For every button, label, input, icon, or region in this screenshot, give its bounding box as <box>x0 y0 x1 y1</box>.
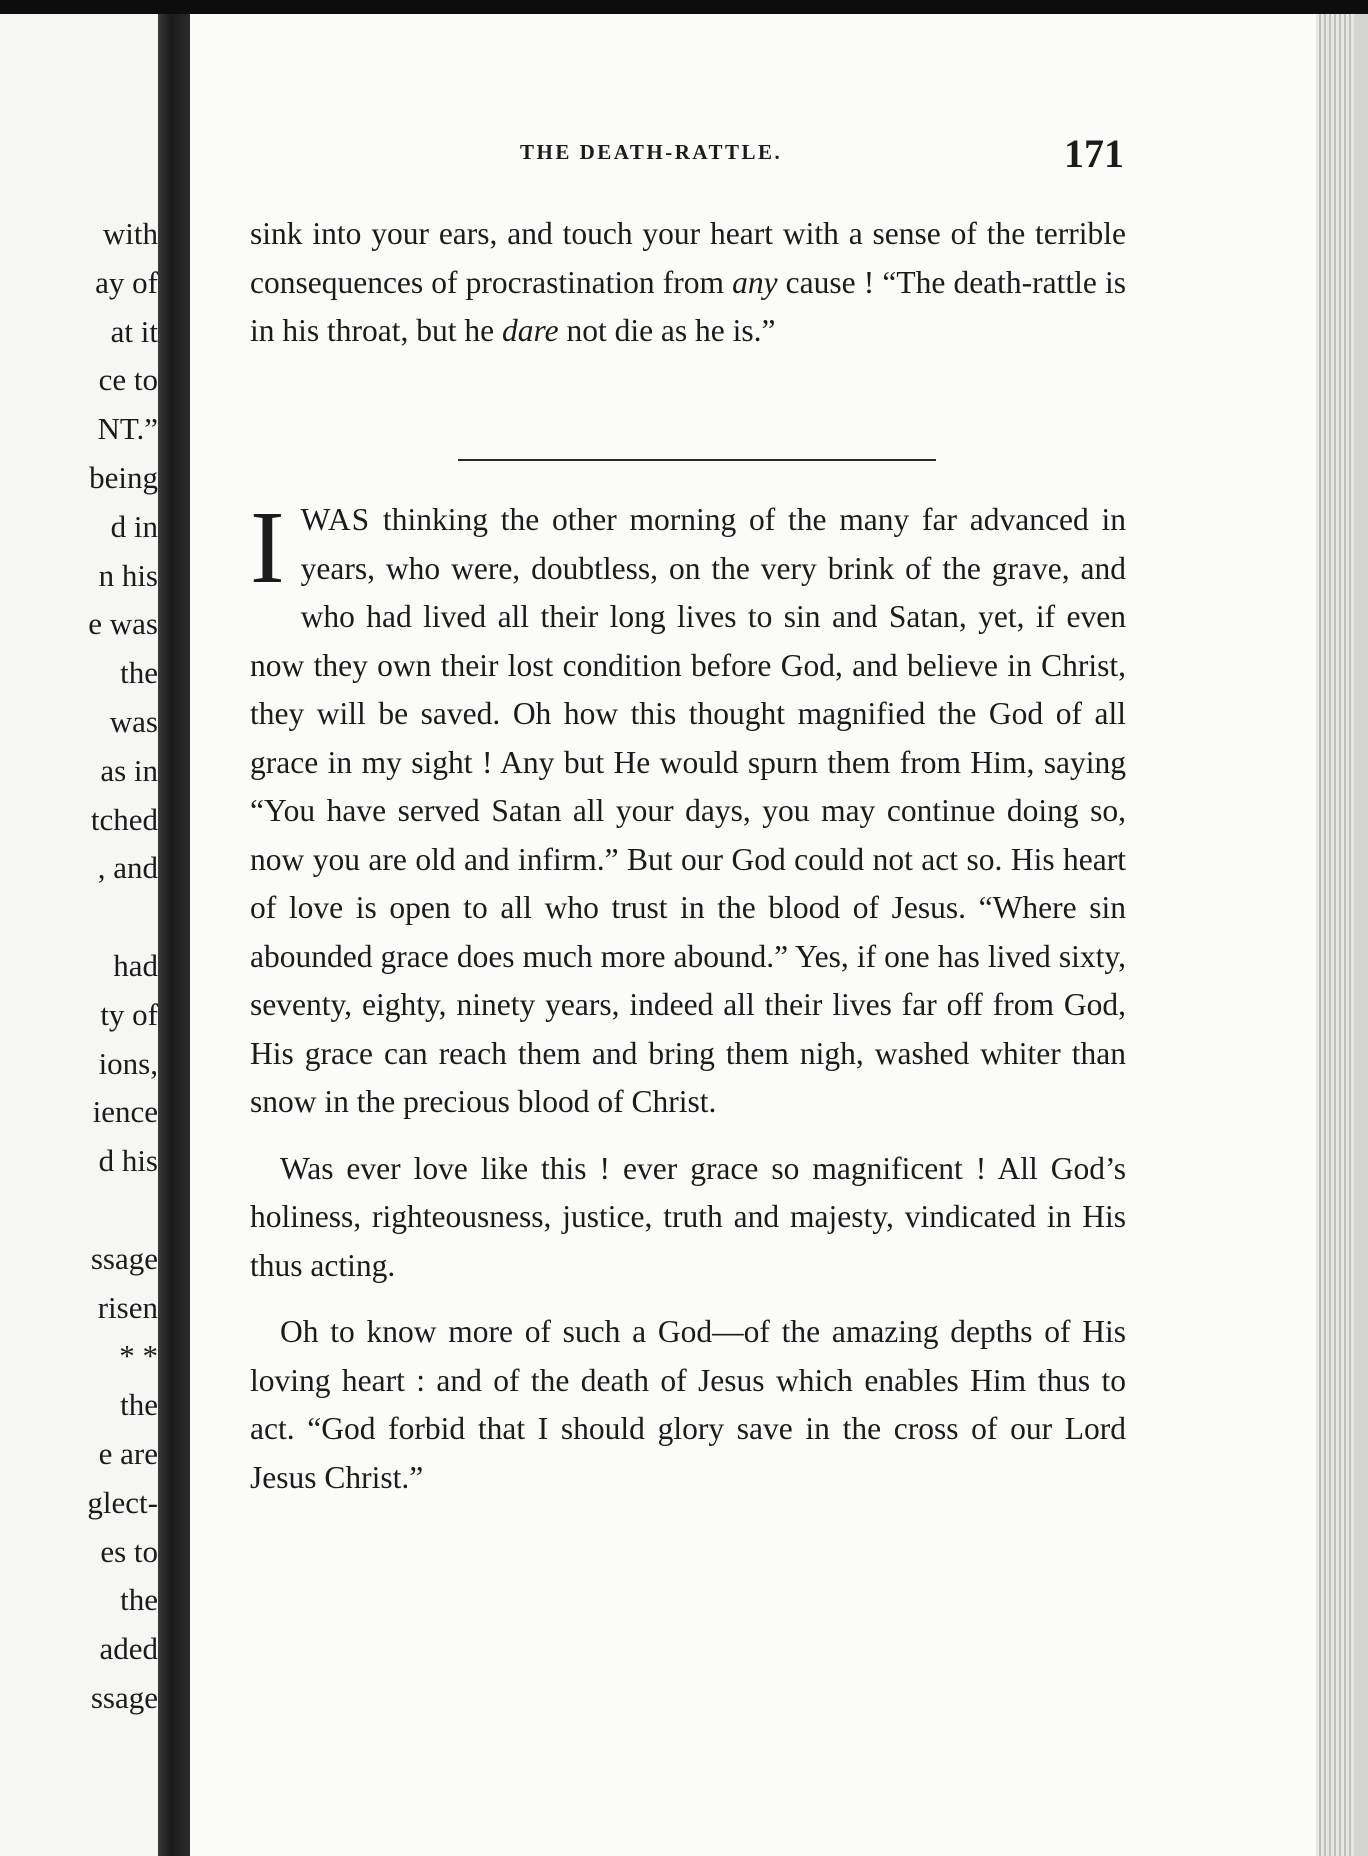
left-page-fragment: d his <box>98 1143 158 1179</box>
paragraph-3: Oh to know more of such a God—of the amazing depths of His loving heart : and of the death of Jesus which enables Him thus to act. “God forbid that I should glory save in the cross of our Lord Jesus Christ.” <box>250 1314 1126 1495</box>
left-page-fragment: ience <box>92 1094 158 1130</box>
left-page-fragment: the <box>120 655 158 691</box>
left-page-fragment: as in <box>100 752 158 788</box>
left-page-fragment: the <box>120 1582 158 1618</box>
emphasis-any: any <box>732 264 778 300</box>
top-paragraph-text-1: sink into your ears, and touch your heart with a sense of the terrible consequences of procrastination from <box>250 216 1126 300</box>
left-page-fragment: e was <box>88 606 158 642</box>
lead-word: WAS <box>300 502 371 537</box>
left-page-fragment: n his <box>98 557 158 593</box>
left-page-fragment: at it <box>110 313 158 349</box>
left-page-fragment: * * <box>119 1338 158 1374</box>
top-paragraph-text-2: cause ! “The death-rattle is in his throat, but he <box>250 264 1126 348</box>
left-page-fragment: was <box>109 704 158 739</box>
left-page-fragment: ce to <box>98 362 158 398</box>
section-divider <box>458 459 936 461</box>
running-head: THE DEATH-RATTLE. <box>520 140 783 164</box>
left-page-fragment: risen <box>97 1289 158 1325</box>
book-top-edge <box>0 0 1368 14</box>
top-paragraph-text-3: not die as he is.” <box>558 313 776 348</box>
left-page-fragment: ssage <box>90 1240 158 1276</box>
drop-cap: I <box>250 490 285 605</box>
left-page-fragment: NT.” <box>97 411 158 447</box>
left-page-fragment: glect- <box>87 1484 158 1520</box>
left-page <box>0 14 158 1856</box>
left-page-fragment: aded <box>99 1631 158 1667</box>
left-page-fragment: ty of <box>100 996 158 1032</box>
book-gutter <box>158 14 190 1856</box>
main-section <box>250 490 1126 1502</box>
top-paragraph <box>250 210 1126 356</box>
left-page-fragment: d in <box>110 508 158 544</box>
left-page-fragment: e are <box>98 1436 158 1471</box>
left-page-fragment: the <box>120 1387 158 1423</box>
left-page-fragment: ions, <box>98 1045 158 1081</box>
left-page-fragment: with <box>102 216 158 251</box>
left-page-fragment: ay of <box>95 264 158 300</box>
page-number: 171 <box>1064 131 1124 176</box>
main-paragraph <box>250 490 1126 1127</box>
emphasis-dare: dare <box>501 313 559 348</box>
paragraph-2: Was ever love like this ! ever grace so magnificent ! All God’s holiness, righteousness, justice, truth and majesty, vindicated in His thus acting. <box>250 1150 1126 1283</box>
left-page-fragment: tched <box>90 801 158 837</box>
page-edges <box>1316 14 1368 1856</box>
left-page-fragment: being <box>89 460 158 495</box>
main-paragraph-text: thinking the other morning of the many far advanced in years, who were, doubtless, on the very brink of the grave, and who had lived all their long lives to sin and Satan, yet, if even now they own their lost condition before God, and believe in Christ, they will be saved. Oh how this thought magnified the God of all grace in my sight ! Any but He would spurn them from Him, saying “You have served Satan all your days, you may continue doing so, now you are old and infirm.” But our God could not act so. His heart of love is open to all who trust in the blood of Jesus. “Where sin abounded grace does much more abound.” Yes, if one has lived sixty, seventy, eighty, ninety years, indeed all their lives far off from God, His grace can reach them and bring them nigh, washed whiter than snow in the precious blood of Christ. <box>250 502 1126 1119</box>
left-page-fragment: es to <box>100 1533 158 1569</box>
left-page-fragment: ssage <box>90 1680 158 1715</box>
left-page-fragment: , and <box>97 850 158 886</box>
left-page-fragment: had <box>113 948 158 983</box>
